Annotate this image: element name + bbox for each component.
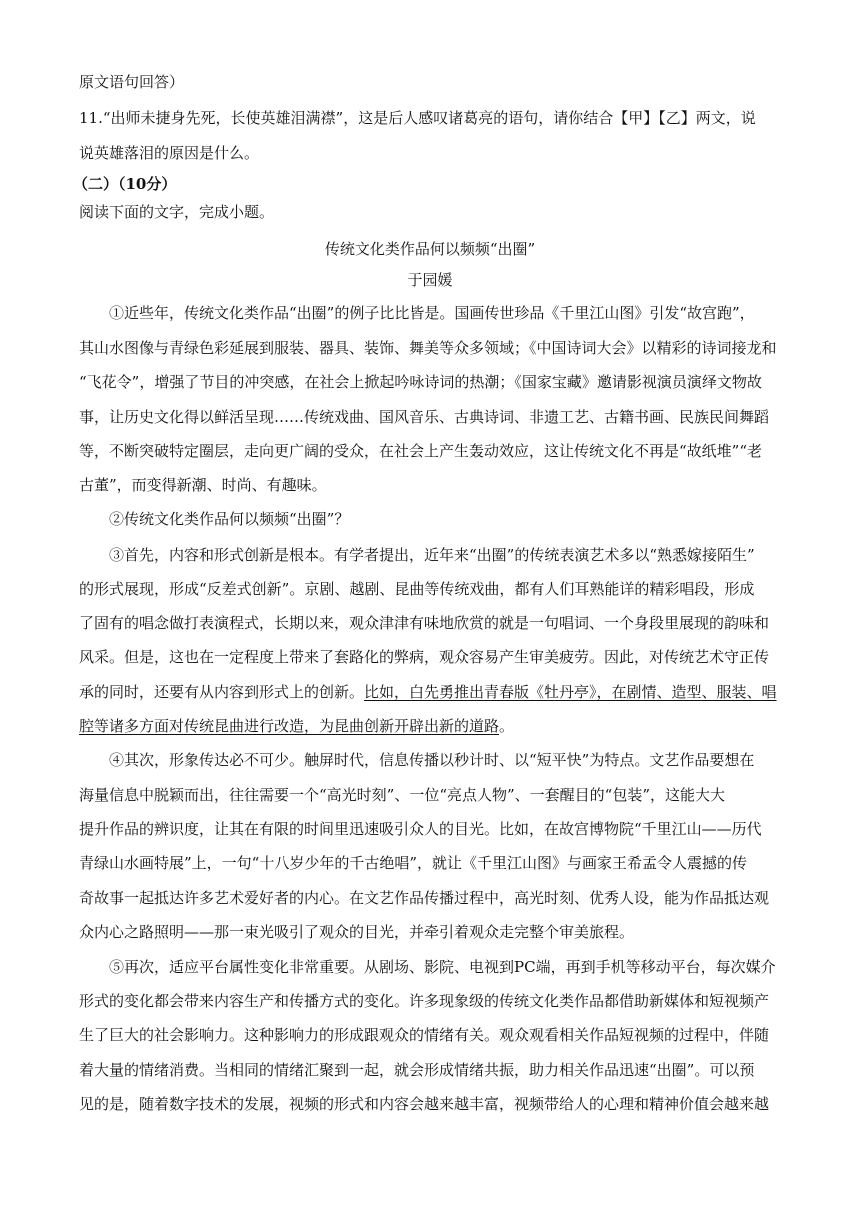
paragraph-3-line: 的形式展现，形成“反差式创新”。京剧、越剧、昆曲等传统戏曲，都有人们耳熟能详的精彩唱段，形成 [79, 580, 755, 598]
paragraph-1-line: 事，让历史文化得以鲜活呈现……传统戏曲、国风音乐、古典诗词、非遗工艺、古籍书画、民族民间舞蹈 [79, 408, 770, 426]
question-11-line-2: 说英雄落泪的原因是什么。 [79, 144, 260, 162]
instruction: 阅读下面的文字，完成小题。 [79, 203, 275, 221]
paragraph-5-line: 着大量的情绪消费。当相同的情绪汇聚到一起，就会形成情绪共振，助力相关作品迅速“出圈”。可以预 [79, 1061, 755, 1079]
paragraph-1-line: 其山水图像与青绿色彩延展到服装、器具、装饰、舞美等众多领域；《中国诗词大会》以精彩的诗词接龙和 [79, 339, 777, 357]
paragraph-1-line: 等，不断突破特定圈层，走向更广阔的受众，在社会上产生轰动效应，这让传统文化不再是“故纸堆”“老 [79, 442, 763, 460]
paragraph-5-line: ⑤再次，适应平台属性变化非常重要。从剧场、影院、电视到PC端，再到手机等移动平台，每次媒介 [109, 958, 776, 976]
paragraph-4-line: 青绿山水画特展”上，一句“十八岁少年的千古绝唱”，就让《千里江山图》与画家王希孟令人震撼的传 [79, 854, 748, 872]
paragraph-4-line: 奇故事一起抵达许多艺术爱好者的内心。在文艺作品传播过程中，高光时刻、优秀人设，能为作品抵达观 [79, 889, 770, 907]
article-author: 于园媛 [407, 271, 453, 289]
paragraph-2: ②传统文化类作品何以频频“出圈”？ [109, 510, 350, 528]
paragraph-1-line: ①近些年，传统文化类作品“出圈”的例子比比皆是。国画传世珍品《千里江山图》引发“故宫跑”， [109, 304, 755, 322]
paragraph-5-line: 形式的变化都会带来内容生产和传播方式的变化。许多现象级的传统文化类作品都借助新媒体和短视频产 [79, 992, 770, 1010]
paragraph-4-line: ④其次，形象传达必不可少。触屏时代，信息传播以秒计时、以“短平快”为特点。文艺作品要想在 [109, 751, 755, 769]
paragraph-3-plain-text: 承的同时，还要有从内容到形式上的创新。 [79, 683, 365, 701]
question-11-line-1: 11.“出师未捷身先死，长使英雄泪满襟”，这是后人感叹诸葛亮的语句，请你结合【甲】【乙】两文，说 [79, 109, 756, 127]
paragraph-3-line: ③首先，内容和形式创新是根本。有学者提出，近年来“出圈”的传统表演艺术多以“熟悉嫁接陌生” [109, 546, 755, 564]
paragraph-1-line: 古董”，而变得新潮、时尚、有趣味。 [79, 476, 327, 494]
section-heading: （二）（10分） [73, 175, 177, 193]
paragraph-4-line: 提升作品的辨识度，让其在有限的时间里迅速吸引众人的目光。比如，在故宫博物院“千里江山——历代 [79, 820, 762, 838]
paragraph-3-line [79, 682, 777, 702]
paragraph-3-line: 风采。但是，这也在一定程度上带来了套路化的弊病，观众容易产生审美疲劳。因此，对传统艺术守正传 [79, 648, 770, 666]
paragraph-4-line: 海量信息中脱颖而出，往往需要一个“高光时刻”、一位“亮点人物”、一套醒目的“包装”，这能大大 [79, 786, 726, 804]
underlined-example-text: 比如，白先勇推出青春版《牡丹亭》，在剧情、造型、服装、唱 [364, 683, 777, 701]
paragraph-3-line: 了固有的唱念做打表演程式，长期以来，观众津津有味地欣赏的就是一句唱词、一个身段里展现的韵味和 [79, 614, 770, 632]
underlined-example-text: 腔等诸多方面对传统昆曲进行改造，为昆曲创新开辟出新的道路 [79, 717, 500, 735]
paragraph-4-line: 众内心之路照明——那一束光吸引了观众的目光，并牵引着观众走完整个审美旅程。 [79, 923, 635, 941]
paragraph-1-line: “飞花令”，增强了节目的冲突感，在社会上掀起吟咏诗词的热潮；《国家宝藏》邀请影视演员演绎文物故 [79, 373, 762, 391]
paragraph-5-line: 见的是，随着数字技术的发展，视频的形式和内容会越来越丰富，视频带给人的心理和精神价值会越来越 [79, 1095, 770, 1113]
article-title: 传统文化类作品何以频频“出圈” [324, 240, 536, 258]
text-line: 原文语句回答） [79, 73, 185, 91]
paragraph-3-end: 。 [499, 717, 515, 735]
paragraph-3-line [79, 716, 514, 736]
paragraph-5-line: 生了巨大的社会影响力。这种影响力的形成跟观众的情绪有关。观众观看相关作品短视频的过程中，伴随 [79, 1026, 770, 1044]
